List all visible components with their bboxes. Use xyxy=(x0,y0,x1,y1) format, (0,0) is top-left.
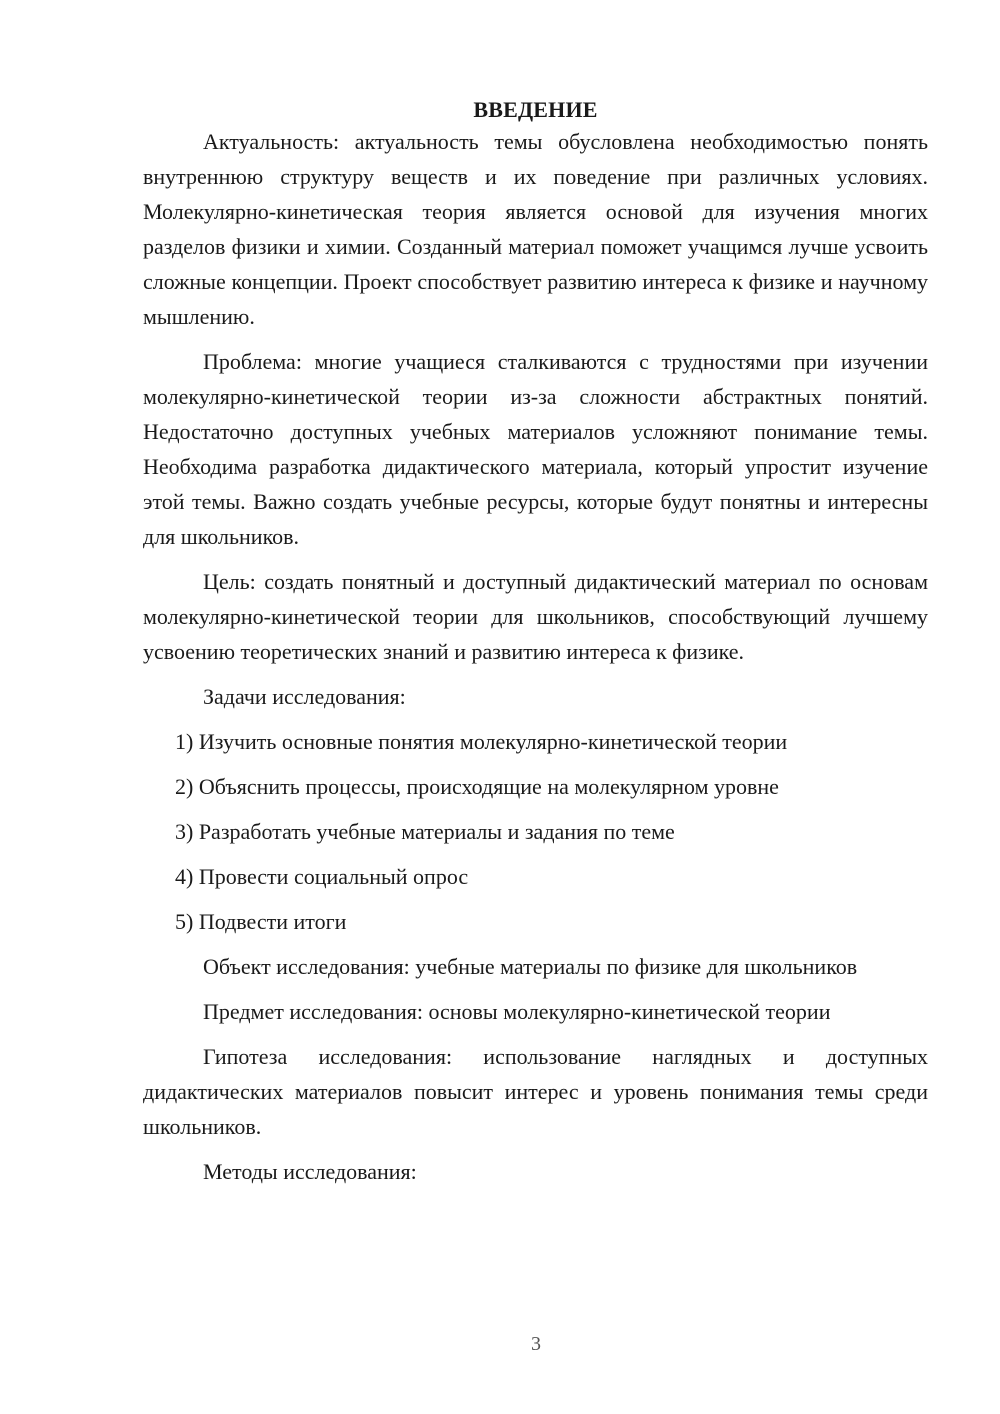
task-item: 3) Разработать учебные материалы и задания по теме xyxy=(175,819,675,844)
subject-paragraph: Предмет исследования: основы молекулярно-кинетической теории xyxy=(203,999,831,1024)
hypothesis-paragraph: Гипотеза исследования: использование наглядных и доступных дидактических материалов повысит интерес и уровень понимания темы среди школьников. xyxy=(143,1044,928,1139)
task-item: 5) Подвести итоги xyxy=(175,909,347,934)
goal-paragraph: Цель: создать понятный и доступный дидактический материал по основам молекулярно-кинетической теории для школьников, способствующий лучшему усвоению теоретических знаний и развитию интереса к физике. xyxy=(143,569,928,664)
methods-heading: Методы исследования: xyxy=(203,1159,417,1184)
object-paragraph: Объект исследования: учебные материалы по физике для школьников xyxy=(203,954,858,979)
document-page xyxy=(143,92,928,1199)
tasks-heading: Задачи исследования: xyxy=(203,684,406,709)
task-item: 4) Провести социальный опрос xyxy=(175,864,469,889)
relevance-paragraph: Актуальность: актуальность темы обусловлена необходимостью понять внутреннюю структуру веществ и их поведение при различных условиях. Молекулярно-кинетическая теория является основой для изучения многих разделов физики и химии. Созданный материал поможет учащимся лучше усвоить сложные концепции. Проект способствует развитию интереса к физике и научному мышлению. xyxy=(143,129,928,329)
problem-paragraph: Проблема: многие учащиеся сталкиваются с трудностями при изучении молекулярно-кинетической теории из-за сложности абстрактных понятий. Недостаточно доступных учебных материалов усложняют понимание темы. Необходима разработка дидактического материала, который упростит изучение этой темы. Важно создать учебные ресурсы, которые будут понятны и интересны для школьников. xyxy=(143,349,928,549)
task-item: 1) Изучить основные понятия молекулярно-кинетической теории xyxy=(175,729,788,754)
page-number: 3 xyxy=(531,1333,541,1355)
task-item: 2) Объяснить процессы, происходящие на молекулярном уровне xyxy=(175,774,779,799)
section-title: ВВЕДЕНИЕ xyxy=(473,97,598,122)
